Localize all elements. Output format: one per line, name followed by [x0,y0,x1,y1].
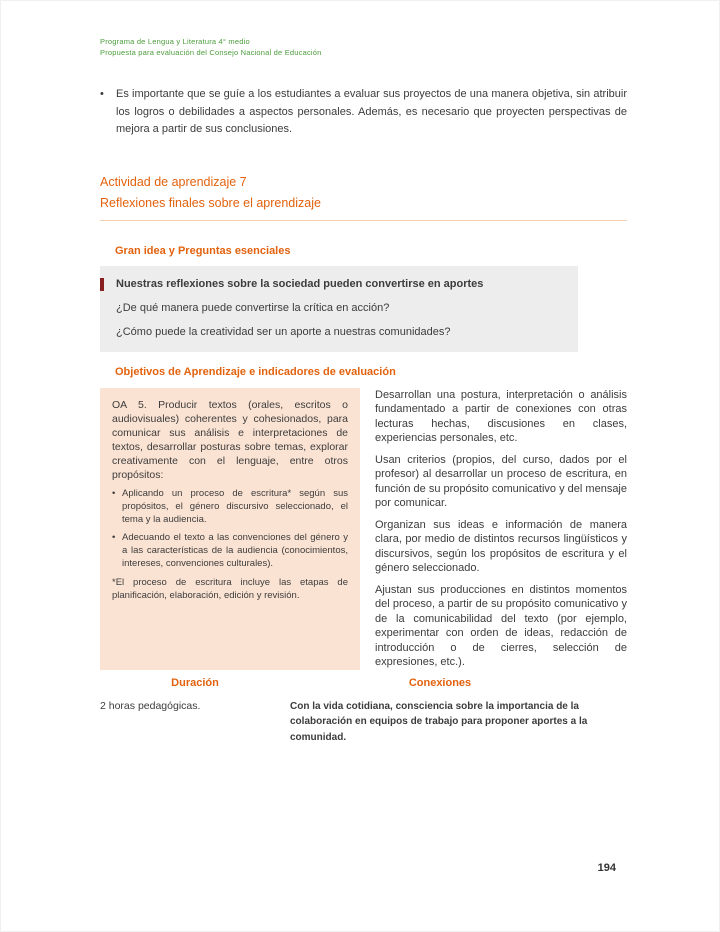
indicator-paragraph: Organizan sus ideas e información de manera clara, por medio de distintos recursos lingüísticos y discursivos, según los propósitos de escritura y el género seleccionado. [375,518,627,574]
bullet-marker-icon [112,531,122,570]
oa-intro-text: OA 5. Producir textos (orales, escritos o audiovisuales) coherentes y cohesionados, para comunicar sus análisis e interpretaciones de textos, desarrollar posturas sobre temas, explorar creativamente con el lenguaje, entre otros propósitos: [112,398,348,481]
meta-values-row [100,699,627,746]
indicator-paragraph: Ajustan sus producciones en distintos momentos del proceso, a partir de su propósito comunicativo y de la comunicabilidad del texto (por ejemplo, experimentar con orden de ideas, redacción de introducción o de cierres, selección de expresiones, etc.). [375,583,627,668]
duration-heading: Duración [171,676,219,689]
oa-bullet-item [112,531,348,570]
connections-heading: Conexiones [408,676,472,689]
essential-question-2: ¿Cómo puede la creatividad ser un aporte a nuestras comunidades? [116,325,451,338]
big-idea-box [100,266,578,352]
essential-question-1: ¿De qué manera puede convertirse la crítica en acción? [116,301,390,314]
objectives-heading: Objetivos de Aprendizaje e indicadores de evaluación [115,365,396,378]
big-idea-statement: Nuestras reflexiones sobre la sociedad pueden convertirse en aportes [116,277,484,290]
oa-footnote: *El proceso de escritura incluye las etapas de planificación, elaboración, edición y revisión. [112,576,348,601]
title-accent-bar [100,278,104,291]
connections-value-cell [290,699,590,746]
activity-title-line2: Reflexiones finales sobre el aprendizaje [100,195,321,210]
header-subtitle: Propuesta para evaluación del Consejo Nacional de Educación [100,48,322,57]
oa-bullet-item [112,487,348,526]
oa-box [100,388,360,670]
duration-value: 2 horas pedagógicas. [100,699,201,712]
duration-value-cell [100,699,290,746]
meta-labels-row [100,677,627,690]
connections-column [290,677,590,690]
indicators-column [375,388,627,670]
bullet-marker-icon [112,487,122,526]
running-header [100,36,627,58]
duration-column [100,677,290,690]
objectives-columns [100,388,627,670]
oa-bullet-text: Adecuando el texto a las convenciones del género y a las características de la audiencia (conocimientos, intereses, convenciones culturales). [122,531,348,569]
page-number: 194 [597,862,616,874]
header-program-title: Programa de Lengua y Literatura 4° medio [100,37,250,46]
indicator-paragraph: Usan criterios (propios, del curso, dados por el profesor) al desarrollar un proceso de escritura, en función de su propósito comunicativo y del mensaje por comunicar. [375,453,627,509]
oa-bullet-text: Aplicando un proceso de escritura* según sus propósitos, el género discursivo seleccionado, el tema y la audiencia. [122,487,348,525]
indicator-paragraph: Desarrollan una postura, interpretación o análisis fundamentado a partir de conexiones con otras lecturas hechas, discusiones en clases, experiencias personales, etc. [375,388,627,444]
intro-bullet-item [100,86,627,139]
intro-paragraph: Es importante que se guíe a los estudiantes a evaluar sus proyectos de una manera objetiva, sin atribuir los logros o debilidades a aspectos personales. Además, es necesario que proyecten perspectivas de mejora a partir de sus conclusiones. [116,88,627,135]
connections-value: Con la vida cotidiana, consciencia sobre la importancia de la colaboración en equipos de trabajo para proponer aportes a la comunidad. [290,700,588,743]
bullet-marker-icon [100,86,116,139]
activity-title-block [100,172,627,221]
activity-title-line1: Actividad de aprendizaje 7 [100,174,247,189]
big-idea-heading: Gran idea y Preguntas esenciales [115,244,291,257]
